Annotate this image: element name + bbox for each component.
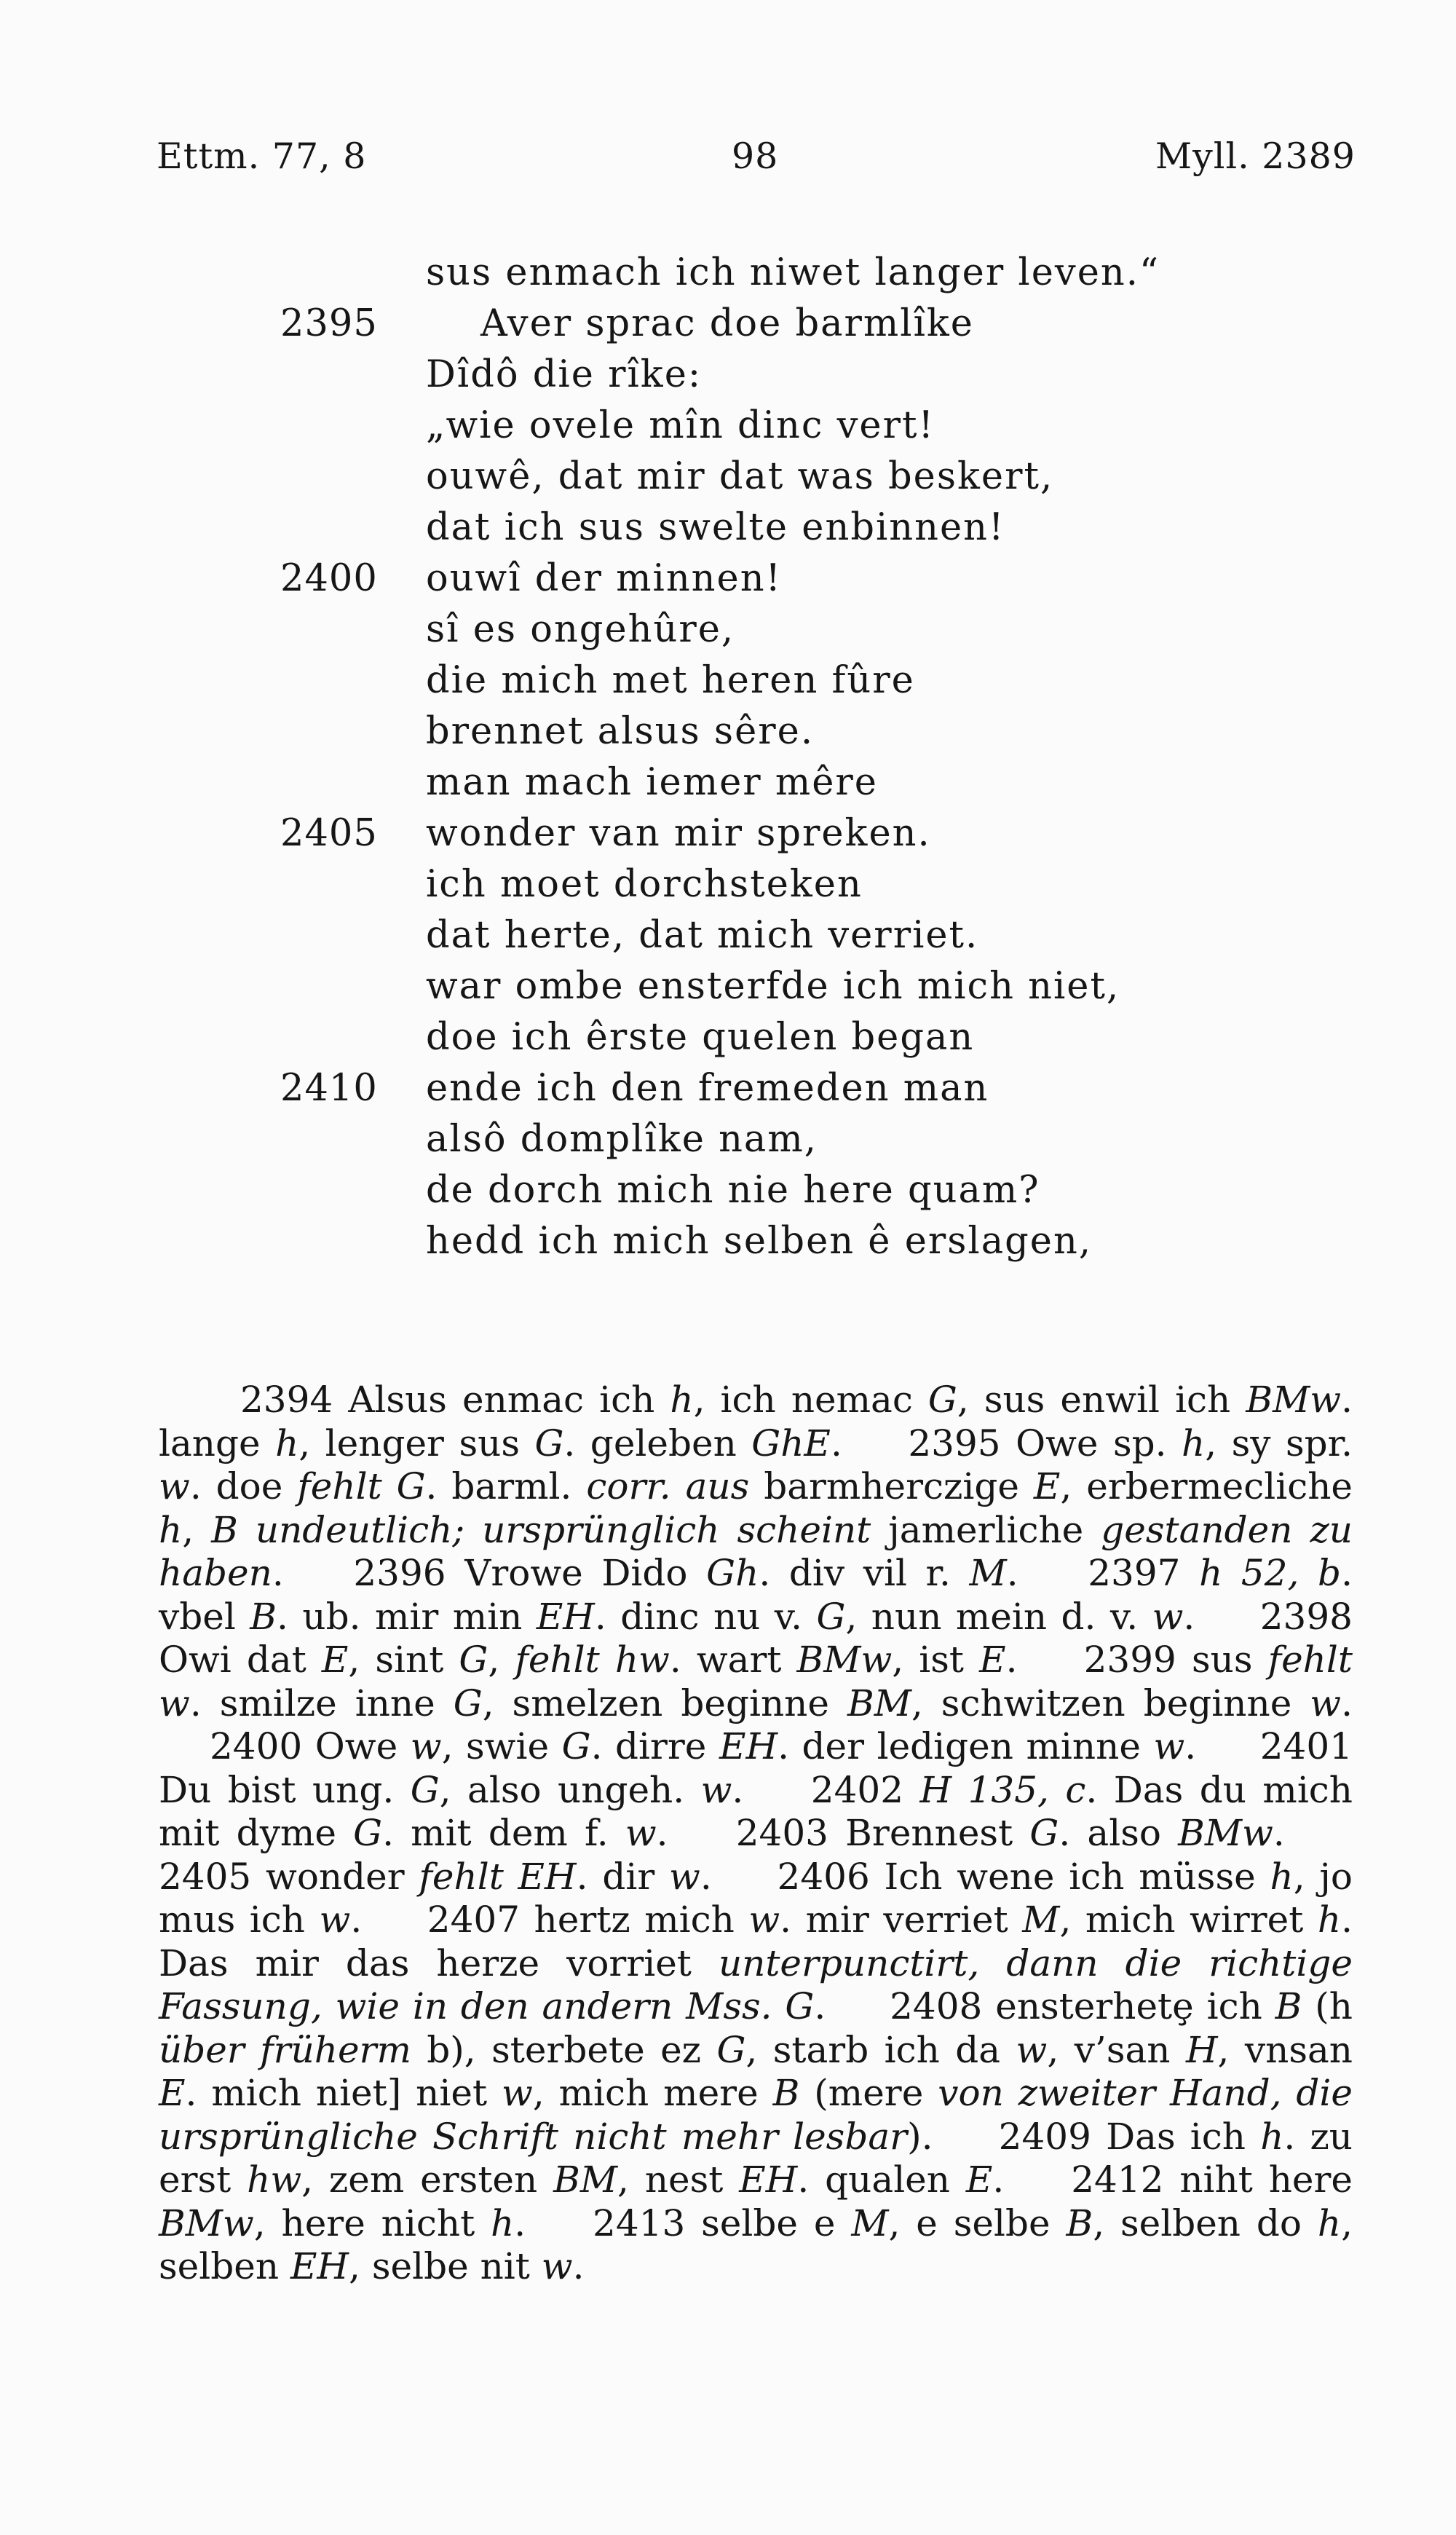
siglum-italic: G (353, 1812, 383, 1854)
note-text: . (992, 2159, 1005, 2201)
verse-line (0, 961, 1456, 1012)
page-number: 98 (732, 135, 779, 177)
note-text: , mich mere (532, 2072, 773, 2114)
siglum-italic: h (1260, 2115, 1284, 2158)
note-text: . barml. (425, 1465, 587, 1507)
note-text: 2400 Owe (210, 1725, 411, 1767)
siglum-italic: w (1152, 1595, 1184, 1638)
siglum-italic: B (1275, 1985, 1302, 2027)
siglum-italic: w (700, 1768, 732, 1811)
siglum-italic: über früherm (159, 2028, 411, 2071)
siglum-italic: unterpunctirt, dann die richtige Fassung, wie in den andern Mss. G (159, 1941, 1353, 2027)
note-text: . (572, 2245, 585, 2287)
siglum-italic: w (159, 1465, 190, 1507)
note-text: . (732, 1768, 744, 1811)
apparatus-paragraph (159, 1379, 1353, 2289)
verse-line (0, 350, 1456, 401)
note-text: , starb ich da (745, 2028, 1016, 2071)
siglum-italic: E (979, 1639, 1006, 1681)
note-text: . (1006, 1552, 1018, 1594)
note-text: . (1341, 1682, 1353, 1724)
verse-line (0, 401, 1456, 452)
siglum-italic: w (1153, 1725, 1185, 1767)
verse-line (0, 910, 1456, 961)
apparatus-note (159, 1856, 712, 1898)
siglum-italic: fehlt EH (419, 1855, 577, 1898)
note-text: . mit dem f. (382, 1812, 625, 1854)
note-text: 2398 Owi dat (159, 1595, 1353, 1681)
apparatus-note (736, 1812, 1285, 1854)
siglum-italic: w (502, 2072, 533, 2114)
siglum-italic: G (459, 1639, 488, 1681)
note-text: 2409 Das ich (998, 2115, 1261, 2158)
note-text: , selben do (1093, 2201, 1318, 2244)
verse-text: Aver sprac doe barmlîke (480, 302, 974, 345)
note-text: . (700, 1855, 712, 1898)
siglum-italic: w (1310, 1682, 1342, 1724)
note-text: , mich wirret (1059, 1899, 1318, 1941)
siglum-italic: M (969, 1552, 1007, 1594)
siglum-italic: B undeutlich; ursprünglich scheint (211, 1508, 871, 1551)
note-text: , sint (348, 1639, 459, 1681)
note-text: , vnsan (1217, 2028, 1353, 2071)
note-text: , sy spr. (1205, 1422, 1353, 1464)
note-text: , v’san (1047, 2028, 1186, 2071)
note-text: , zem ersten (301, 2159, 554, 2201)
siglum-italic: E (321, 1639, 349, 1681)
note-text: , swie (441, 1725, 562, 1767)
note-text: . mich niet] niet (185, 2072, 502, 2114)
siglum-italic: fehlt w (159, 1639, 1353, 1724)
siglum-italic: Gh (706, 1552, 759, 1594)
note-text: , (182, 1508, 212, 1551)
siglum-italic: h (1317, 2201, 1342, 2244)
verse-line (0, 1114, 1456, 1165)
note-text: 2405 wonder (159, 1855, 419, 1898)
siglum-italic: G (453, 1682, 483, 1724)
note-text: . (814, 1985, 826, 2027)
siglum-italic: w (319, 1899, 351, 1941)
apparatus-note (353, 1552, 1018, 1594)
siglum-italic: w (748, 1899, 780, 1941)
note-text: , erbermecliche (1060, 1465, 1353, 1507)
siglum-italic: h (159, 1508, 183, 1551)
note-text: jamerliche (871, 1508, 1101, 1551)
note-text: . Das du mich mit dyme (159, 1768, 1353, 1854)
note-text: 2406 Ich wene ich müsse (777, 1855, 1270, 1898)
note-text: (mere (799, 2072, 938, 2114)
siglum-italic: w (625, 1812, 657, 1854)
note-text: 2397 (1088, 1552, 1200, 1594)
note-text: . wart (669, 1639, 797, 1681)
note-text: , (488, 1639, 515, 1681)
verse-text: ende ich den fremeden man (426, 1067, 989, 1110)
verse-text: ouwî der minnen! (426, 557, 783, 600)
note-text: . (350, 1899, 363, 1941)
note-text: , e selbe (888, 2201, 1067, 2244)
note-text: , smelzen beginne (482, 1682, 847, 1724)
note-text: 2413 selbe e (593, 2201, 852, 2244)
note-text: . also (1059, 1812, 1179, 1854)
note-text: . (830, 1422, 842, 1464)
note-text: . (1184, 1725, 1197, 1767)
siglum-italic: GhE (751, 1422, 831, 1464)
verse-text: ich moet dorchsteken (426, 863, 863, 906)
note-text: . zu erst (159, 2115, 1353, 2201)
note-text: . (656, 1812, 668, 1854)
siglum-italic: BM (553, 2159, 618, 2201)
verse-line (0, 452, 1456, 502)
siglum-italic: corr. aus (586, 1465, 750, 1507)
verse-line (0, 1012, 1456, 1063)
siglum-italic: h (1182, 1422, 1206, 1464)
siglum-italic: G (534, 1422, 564, 1464)
verse-line (0, 553, 1456, 604)
siglum-italic: G (927, 1379, 957, 1421)
note-text: . (1273, 1812, 1285, 1854)
note-text: . (1183, 1595, 1195, 1638)
note-text: 2396 Vrowe Dido (353, 1552, 707, 1594)
siglum-italic: G (561, 1725, 591, 1767)
verse-line (0, 604, 1456, 655)
note-text: , lenger sus (298, 1422, 535, 1464)
siglum-italic: B (772, 2072, 800, 2114)
verse-text: man mach iemer mêre (426, 761, 878, 804)
note-text: 2394 Alsus enmac ich (240, 1379, 670, 1421)
siglum-italic: w (410, 1725, 442, 1767)
verse-line (0, 655, 1456, 706)
note-text: 2402 (810, 1768, 920, 1811)
note-text: . dir (576, 1855, 670, 1898)
note-text: , jo mus ich (159, 1855, 1353, 1941)
verse-line (0, 859, 1456, 910)
siglum-italic: G (816, 1595, 846, 1638)
verse-text: sî es ongehûre, (426, 608, 735, 651)
apparatus-note (210, 1725, 1196, 1767)
note-text: , sus enwil ich (957, 1379, 1246, 1421)
note-text: , also ungeh. (439, 1768, 701, 1811)
siglum-italic: BMw (796, 1639, 893, 1681)
note-text: . dirre (590, 1725, 719, 1767)
siglum-italic: E (159, 2072, 186, 2114)
verse-number: 2405 (280, 812, 378, 855)
verse-text: dat ich sus swelte enbinnen! (426, 506, 1005, 549)
verse-text: sus enmach ich niwet langer leven.“ (426, 251, 1160, 294)
siglum-italic: EH (739, 2159, 798, 2201)
note-text: . Das mir das herze vorriet (159, 1899, 1353, 1984)
note-text: , ist (892, 1639, 980, 1681)
verse-line (0, 299, 1456, 350)
siglum-italic: fehlt G (297, 1465, 426, 1507)
note-text: , selben (159, 2201, 1353, 2287)
siglum-italic: BMw (1178, 1812, 1273, 1854)
siglum-italic: w (1016, 2028, 1048, 2071)
siglum-italic: M (851, 2201, 889, 2244)
siglum-italic: B (1066, 2201, 1093, 2244)
note-text: (h (1302, 1985, 1353, 2027)
note-text: , ich nemac (693, 1379, 928, 1421)
verse-line (0, 808, 1456, 859)
note-text: 2407 hertz mich (427, 1899, 749, 1941)
siglum-italic: h (275, 1422, 299, 1464)
note-text: . (1005, 1639, 1018, 1681)
note-text: . vbel (159, 1552, 1353, 1638)
note-text: . mir verriet (780, 1899, 1023, 1941)
note-text: . (514, 2201, 526, 2244)
siglum-italic: h (1270, 1855, 1294, 1898)
note-text: . ub. mir min (277, 1595, 537, 1638)
verse-line (0, 1063, 1456, 1114)
verse-text: wonder van mir spreken. (426, 812, 931, 855)
verse-line (0, 1216, 1456, 1267)
siglum-italic: hw (247, 2159, 302, 2201)
siglum-italic: G (716, 2028, 746, 2071)
note-text: b), sterbete ez (411, 2028, 717, 2071)
verse-text: dat herte, dat mich verriet. (426, 914, 979, 957)
verse-text: Dîdô die rîke: (426, 353, 703, 396)
verse-text: doe ich êrste quelen began (426, 1016, 975, 1059)
siglum-italic: BMw (1246, 1379, 1342, 1421)
siglum-italic: h (1317, 1899, 1342, 1941)
verse-block (0, 248, 1456, 1267)
siglum-italic: E (1033, 1465, 1061, 1507)
siglum-italic: BM (847, 1682, 911, 1724)
siglum-italic: h 52, b (1199, 1552, 1342, 1594)
siglum-italic: w (541, 2245, 573, 2287)
critical-apparatus (159, 1379, 1353, 2289)
note-text: , here nicht (253, 2201, 491, 2244)
note-text: 2403 Brennest (735, 1812, 1030, 1854)
header-left-reference: Ettm. 77, 8 (157, 135, 367, 177)
note-text: 2401 Du bist ung. (159, 1725, 1353, 1811)
note-text: . der ledigen minne (778, 1725, 1154, 1767)
note-text: . doe (189, 1465, 298, 1507)
note-text: . smilze inne (189, 1682, 454, 1724)
siglum-italic: EH (290, 2245, 349, 2287)
siglum-italic: M (1022, 1899, 1060, 1941)
note-text: , selbe nit (349, 2245, 542, 2287)
verse-text: brennet alsus sêre. (426, 710, 815, 753)
siglum-italic: E (965, 2159, 993, 2201)
siglum-italic: H 135, c (919, 1768, 1086, 1811)
verse-line (0, 248, 1456, 299)
siglum-italic: gestanden zu haben (159, 1508, 1353, 1594)
siglum-italic: G (1029, 1812, 1059, 1854)
verse-line (0, 757, 1456, 808)
verse-text: war ombe ensterfde ich mich niet, (426, 965, 1120, 1008)
siglum-italic: G (410, 1768, 440, 1811)
verse-line (0, 502, 1456, 553)
verse-text: hedd ich mich selben ê erslagen, (426, 1220, 1093, 1263)
siglum-italic: BMw (159, 2201, 254, 2244)
note-text: 2408 ensterhetȩ ich (890, 1985, 1275, 2027)
verse-text: alsô domplîke nam, (426, 1118, 818, 1161)
note-text: . qualen (797, 2159, 966, 2201)
verse-text: de dorch mich nie here quam? (426, 1169, 1040, 1212)
note-text: , nun mein d. v. (845, 1595, 1152, 1638)
note-text: . dinc nu v. (594, 1595, 817, 1638)
verse-text: ouwê, dat mir dat was beskert, (426, 455, 1054, 498)
verse-number: 2400 (280, 557, 378, 600)
note-text: . div vil r. (759, 1552, 970, 1594)
siglum-italic: h (670, 1379, 694, 1421)
verse-text: die mich met heren fûre (426, 659, 915, 702)
note-text: . (272, 1552, 284, 1594)
note-text: 2395 Owe sp. (908, 1422, 1182, 1464)
note-text: . geleben (563, 1422, 752, 1464)
verse-line (0, 706, 1456, 757)
header-right-reference: Myll. 2389 (1155, 135, 1356, 177)
siglum-italic: EH (719, 1725, 778, 1767)
verse-line (0, 1165, 1456, 1216)
verse-text: „wie ovele mîn dinc vert! (426, 404, 935, 447)
siglum-italic: h (491, 2201, 515, 2244)
verse-number: 2395 (280, 302, 378, 345)
siglum-italic: B (250, 1595, 277, 1638)
note-text: 2412 niht here (1071, 2159, 1353, 2201)
note-text: , nest (617, 2159, 740, 2201)
siglum-italic: H (1185, 2028, 1218, 2071)
verse-number: 2410 (280, 1067, 378, 1110)
siglum-italic: EH (536, 1595, 595, 1638)
note-text: barmherczige (749, 1465, 1034, 1507)
note-text: , schwitzen beginne (911, 1682, 1310, 1724)
note-text: 2399 sus (1083, 1639, 1268, 1681)
note-text: . lange (159, 1379, 1353, 1464)
note-text: ). (907, 2115, 933, 2158)
siglum-italic: von zweiter Hand, die ursprüngliche Schrift nicht mehr lesbar (159, 2072, 1353, 2158)
siglum-italic: w (669, 1855, 700, 1898)
siglum-italic: fehlt hw (515, 1639, 670, 1681)
